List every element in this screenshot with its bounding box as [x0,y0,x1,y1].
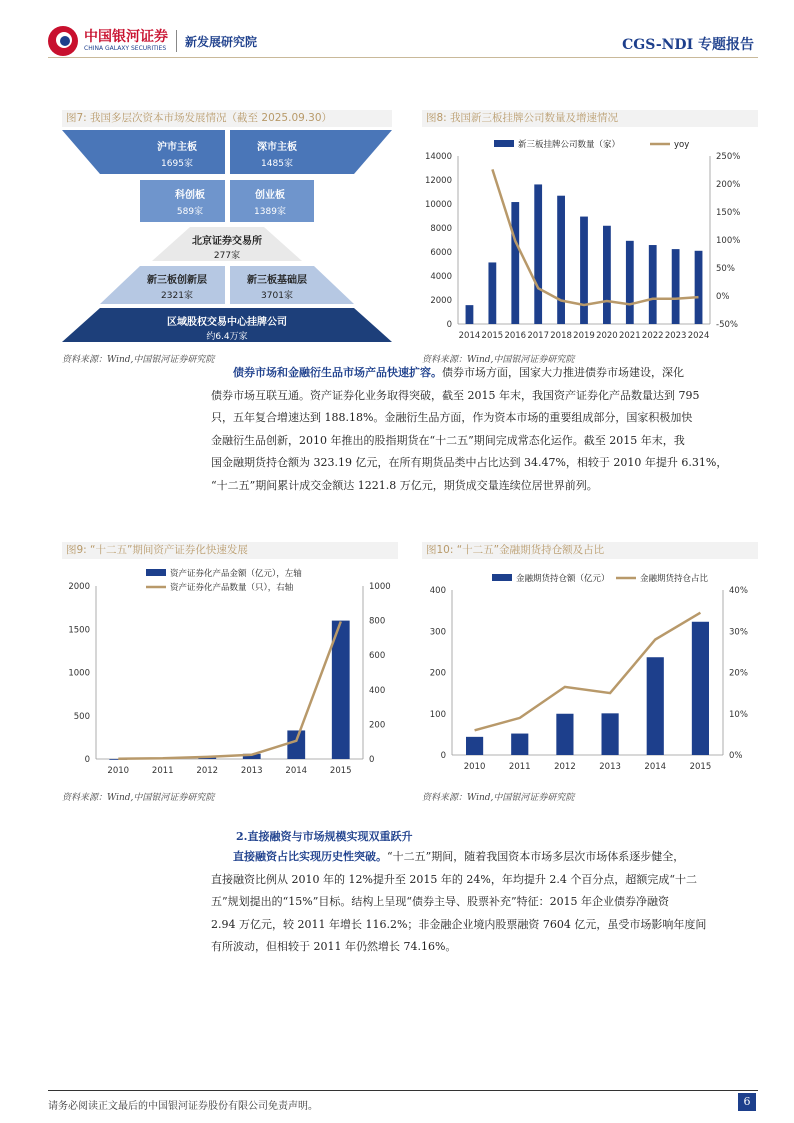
y-right-tick-label: 200 [369,720,386,731]
y-left-tick-label: 400 [429,586,446,596]
y-left-tick-label: 200 [429,668,446,679]
fig9-chart [58,562,402,784]
tier-label: 科创板 [175,190,205,201]
tier-label: 区域股权交易中心挂牌公司 [167,317,287,328]
bar [511,734,528,755]
tier-label: 创业板 [255,190,285,201]
x-tick-label: 2012 [196,766,219,776]
y-left-tick-label: 0 [446,320,452,330]
legend-label: 金融期货持仓占比 [640,574,709,584]
logo-divider [176,30,177,52]
y-right-tick-label: 0% [716,292,730,302]
series-line [475,613,701,731]
x-tick-label: 2011 [508,762,531,772]
fig7-title: 图7: 我国多层次资本市场发展情况（截至 2025.09.30） [62,110,392,127]
fig10-title: 图10: “十二五”金融期货持仓额及占比 [422,542,758,559]
fig7-source: 资料来源：Wind,中国银河证券研究院 [62,355,215,365]
tier-value: 277家 [213,251,241,261]
y-right-tick-label: 150% [716,208,741,218]
x-tick-label: 2014 [285,766,308,776]
fig8-source: 资料来源：Wind,中国银河证券研究院 [422,355,575,365]
bar [692,622,709,755]
x-tick-label: 2015 [481,331,504,341]
para2-lead: 直接融资占比实现历史性突破。 [233,850,387,863]
x-tick-label: 2015 [329,766,352,776]
text-line: 国金融期货持仓额为 323.19 亿元，在所有期货品类中占比达到 34.47%，相较于 2010 年提升 6.31%， [211,456,728,469]
x-tick-label: 2019 [573,331,595,341]
x-tick-label: 2015 [689,762,712,772]
y-right-tick-label: 250% [716,152,741,162]
tier-label: 新三板基础层 [247,275,307,286]
y-right-tick-label: 40% [729,586,748,596]
legend-label: 资产证券化产品金额（亿元），左轴 [170,569,302,579]
bar [556,714,573,755]
x-tick-label: 2010 [107,766,130,776]
galaxy-logo-icon [48,26,78,56]
fig9-title: 图9: “十二五”期间资产证券化快速发展 [62,542,398,559]
body-paragraph-2 [211,846,759,959]
series-line [118,622,340,759]
y-left-tick-label: 1000 [68,668,90,679]
y-left-tick-label: 100 [429,709,446,720]
y-right-tick-label: 20% [729,668,748,679]
text-line: 五”规划提出的“15%”目标。结构上呈现“债券主导、股票补充”特征：2015 年企业债券净融资 [211,895,670,908]
x-tick-label: 2020 [596,331,618,341]
text-line: 债券市场互联互通。资产证券化业务取得突破，截至 2015 年末，我国资产证券化产品数量达到 795 [211,388,700,402]
y-left-tick-label: 10000 [424,200,452,210]
tier-value: 1485家 [261,159,293,169]
bar [557,196,565,324]
report-type: CGS-NDI 专题报告 [622,37,754,53]
logo-cn: 中国银河证券 [84,29,168,45]
y-right-tick-label: 100% [716,236,741,246]
bar [488,262,496,324]
legend-swatch-bar [494,140,514,147]
tier-value: 1695家 [161,159,193,169]
y-right-tick-label: 50% [716,264,735,274]
y-left-tick-label: 4000 [430,272,452,282]
institute-name: 新发展研究院 [185,34,258,49]
y-left-tick-label: 2000 [68,582,90,592]
y-right-tick-label: 400 [369,685,386,696]
y-left-tick-label: 300 [429,627,446,638]
text-line: “十二五”期间累计成交金额达 1221.8 万亿元，期货成交量连续位居世界前列。 [211,478,598,492]
brand-logo [48,26,257,56]
bar [649,245,657,324]
y-right-tick-label: 0% [729,751,743,761]
y-left-tick-label: 8000 [430,224,452,234]
fig10-source: 资料来源：Wind,中国银河证券研究院 [422,793,575,803]
tier-value: 3701家 [261,291,293,301]
y-left-tick-label: 0 [84,755,90,765]
tier-sz-main [230,130,392,174]
tier-sh-main [62,130,225,174]
bar [647,657,664,755]
fig8-title: 图8: 我国新三板挂牌公司数量及增速情况 [422,110,758,127]
series-line [492,169,698,305]
y-right-tick-label: 1000 [369,582,391,592]
x-tick-label: 2022 [641,331,664,341]
y-right-tick-label: 10% [729,709,748,720]
x-tick-label: 2013 [599,762,621,772]
fig10-chart [418,562,758,784]
section-heading: 2.直接融资与市场规模实现双重跃升 [236,830,413,843]
footer-rule [48,1090,758,1091]
fig9-source: 资料来源：Wind,中国银河证券研究院 [62,793,215,803]
bar [466,737,483,755]
bar [534,184,542,324]
y-right-tick-label: 30% [729,627,748,638]
tier-label: 深市主板 [257,142,297,153]
legend-label: 金融期货持仓额（亿元） [516,574,610,584]
x-tick-label: 2023 [664,331,687,341]
y-left-tick-label: 2000 [430,296,452,306]
x-tick-label: 2017 [527,331,550,341]
logo-en: CHINA GALAXY SECURITIES [84,45,167,52]
y-right-tick-label: -50% [716,320,738,330]
x-tick-label: 2021 [618,331,641,341]
fig7-pyramid [62,130,402,345]
tier-label: 新三板创新层 [147,275,207,286]
y-right-tick-label: 200% [716,180,741,190]
legend-label: 资产证券化产品数量（只），右轴 [170,583,294,593]
bar [287,730,305,759]
y-left-tick-label: 500 [73,711,90,722]
y-left-tick-label: 12000 [424,176,452,186]
y-left-tick-label: 0 [440,751,446,761]
bar [580,217,588,324]
y-left-tick-label: 1500 [68,625,90,636]
bar [672,249,680,324]
x-tick-label: 2013 [240,766,263,776]
bar [695,251,703,324]
bar [603,226,611,324]
para1-lead: 债券市场和金融衍生品市场产品快速扩容。 [233,366,442,379]
page-number: 6 [738,1093,756,1111]
bar [602,713,619,755]
legend-swatch-bar [146,569,166,576]
x-tick-label: 2016 [504,331,527,341]
y-left-tick-label: 14000 [424,152,452,162]
x-tick-label: 2012 [554,762,576,772]
disclaimer: 请务必阅读正文最后的中国银河证券股份有限公司免责声明。 [48,1101,318,1112]
tier-label: 沪市主板 [157,142,197,153]
text-line: 有所波动，但相较于 2011 年仍然增长 74.16%。 [211,940,457,953]
tier-value: 589家 [176,207,204,217]
text-line: 金融衍生品创新，2010 年推出的股指期货在“十二五”期间完成常态化运作。截至 2015 年末，我 [211,433,685,447]
x-tick-label: 2024 [687,331,710,341]
tier-value: 2321家 [161,291,193,301]
text-line: 只，五年复合增速达到 188.18%。金融衍生品方面，作为资本市场的重要组成部分，国家积极加快 [211,411,693,424]
x-tick-label: 2018 [550,331,572,341]
y-left-tick-label: 6000 [430,248,452,258]
bar [626,241,634,324]
header-rule [48,57,758,58]
legend-label: 新三板挂牌公司数量（家） [518,140,621,150]
text-line: “十二五”期间，随着我国资本市场多层次市场体系逐步健全， [387,850,685,863]
y-right-tick-label: 0 [369,755,375,765]
bar [466,305,474,324]
fig8-chart [418,132,758,347]
y-right-tick-label: 600 [369,651,386,662]
tier-value: 1389家 [254,207,286,217]
x-tick-label: 2010 [463,762,486,772]
x-tick-label: 2014 [644,762,667,772]
page-header [0,0,794,60]
x-tick-label: 2011 [151,766,174,776]
bar [511,202,519,324]
tier-label: 北京证券交易所 [192,236,262,247]
y-right-tick-label: 800 [369,616,386,627]
body-paragraph-1 [211,362,759,497]
text-line: 2.94 万亿元，较 2011 年增长 116.2%；非金融企业境内股票融资 7604 亿元，虽受市场影响年度间 [211,917,707,931]
legend-swatch-bar [492,574,512,581]
text-line: 债券市场方面，国家大力推进债券市场建设，深化 [442,366,684,379]
tier-value: 约6.4万家 [206,332,248,342]
text-line: 直接融资比例从 2010 年的 12%提升至 2015 年的 24%，年均提升 2.4 个百分点，超额完成“十二 [211,872,697,886]
x-tick-label: 2014 [458,331,481,341]
legend-label: yoy [674,140,690,150]
